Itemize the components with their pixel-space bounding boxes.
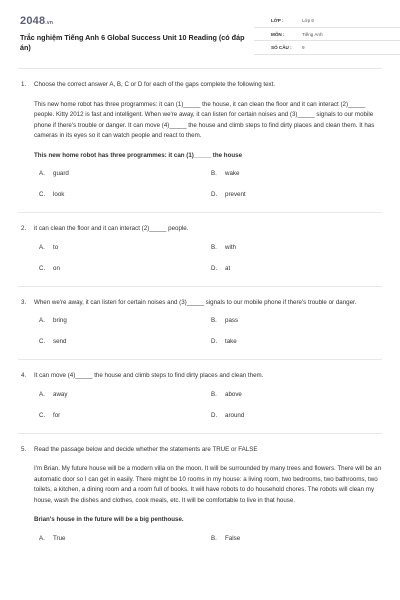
answer-options (18, 390, 382, 430)
option-d[interactable] (211, 411, 244, 422)
question-number: 4. (21, 372, 27, 379)
instruction-text: Read the passage below and decide whether the statements are TRUE or FALSE (34, 445, 258, 453)
option-letter: A. (39, 170, 45, 177)
question-divider (18, 359, 382, 360)
instruction-text: Choose the correct answer A, B, C or D for each of the gaps complete the following text. (34, 81, 276, 88)
question-stem: Brian's house in the future will be a big penthouse. (34, 516, 184, 523)
option-letter: B. (211, 534, 217, 542)
meta-row-class (254, 14, 400, 28)
option-letter: D. (211, 191, 218, 198)
option-letter: D. (211, 411, 218, 419)
answer-options (18, 316, 382, 356)
option-text: prevent (225, 191, 246, 198)
answer-options (18, 534, 382, 574)
meta-value: Tiếng Anh (302, 31, 323, 37)
question-list (18, 80, 382, 574)
question-instruction (18, 80, 382, 91)
question-divider (18, 212, 382, 213)
option-text: False (225, 534, 241, 542)
logo-suffix: .vn (45, 20, 54, 26)
option-letter: A. (39, 534, 45, 542)
option-d[interactable] (211, 264, 230, 275)
option-letter: B. (211, 243, 217, 251)
meta-row-count (254, 41, 400, 55)
question-number: 1. (21, 81, 27, 88)
option-text: at (225, 264, 231, 272)
worksheet-header (18, 0, 382, 64)
option-letter: C. (39, 338, 46, 345)
option-b[interactable] (211, 390, 242, 401)
option-a[interactable] (39, 316, 67, 327)
option-letter: B. (211, 170, 217, 177)
option-letter: C. (39, 191, 46, 198)
question-stem: It can move (4)_____ the house and climb steps to find dirty places and clean them. (34, 372, 264, 379)
option-c[interactable] (39, 411, 60, 422)
option-text: with (225, 243, 237, 251)
option-text: True (53, 534, 66, 542)
option-text: above (225, 390, 242, 398)
question-divider (18, 286, 382, 287)
question-divider (18, 433, 382, 434)
option-a[interactable] (39, 390, 67, 401)
option-letter: D. (211, 264, 218, 272)
option-letter: C. (39, 264, 46, 272)
option-text: for (53, 411, 61, 419)
question-number: 2. (21, 225, 27, 232)
reading-passage: I'm Brian. My future house will be a modern villa on the moon. It will be surrounded by many trees and flowers. There will be an automatic door so I can get in easily. There might be 10 rooms in my house: a living room, two bedrooms, two bathrooms, two toilets, a kitchen, a dining room and a room full of books. It will have robots to do household chores. The robots will clean my house, wash the dishes and clothes, cook meals, etc. It will be comfortable to live in that house. (34, 465, 382, 504)
option-text: take (225, 338, 237, 345)
option-text: away (53, 390, 68, 398)
question-stem: When we're away, it can listen for certain noises and (3)_____ signals to our mobile phone if there's trouble or danger. (34, 298, 357, 306)
question-item (18, 224, 382, 235)
reading-passage: This new home robot has three programmes: it can (1)_____ the house, it can clean the floor and it can interact (2)_____ people. Kitty 2012 is fast and intelligent. When we're away, it can listen for certain noises and (3)_____ signals to our mobile phone if there's trouble or danger. It can move (4)_____ the house and climb steps to find dirty places and clean them. It has cameras in its eyes so it can watch people and react to them. (34, 100, 375, 139)
question-item (18, 298, 382, 309)
option-letter: A. (39, 317, 45, 324)
option-letter: D. (211, 338, 218, 345)
question-instruction (18, 445, 382, 456)
header-divider (18, 68, 382, 69)
option-b[interactable] (211, 316, 238, 327)
option-text: pass (225, 317, 239, 324)
option-c[interactable] (39, 190, 64, 201)
option-c[interactable] (39, 337, 66, 348)
option-d[interactable] (211, 337, 237, 348)
option-letter: A. (39, 243, 45, 251)
option-c[interactable] (39, 264, 60, 275)
meta-table (254, 14, 400, 55)
option-d[interactable] (211, 190, 246, 201)
option-text: on (53, 264, 60, 272)
option-text: send (53, 338, 67, 345)
option-text: guard (53, 170, 69, 177)
question-number: 5. (21, 445, 27, 453)
option-letter: C. (39, 411, 46, 419)
option-text: bring (53, 317, 67, 324)
page-title: Trắc nghiệm Tiếng Anh 6 Global Success Unit 10 Reading (có đáp án) (20, 33, 245, 52)
option-text: look (53, 191, 65, 198)
question-number: 3. (21, 298, 27, 306)
option-a[interactable] (39, 534, 66, 545)
answer-options (18, 243, 382, 283)
question-item (18, 371, 382, 382)
question-stem: it can clean the floor and it can interact (2)_____ people. (34, 225, 189, 232)
option-a[interactable] (39, 169, 69, 180)
option-letter: A. (39, 390, 45, 398)
option-text: wake (225, 170, 240, 177)
option-text: around (225, 411, 245, 419)
meta-key: MÔN : (271, 31, 285, 37)
meta-key: SỐ CÂU : (271, 45, 292, 50)
option-b[interactable] (211, 534, 240, 545)
option-b[interactable] (211, 243, 236, 254)
option-letter: B. (211, 390, 217, 398)
option-text: to (53, 243, 59, 251)
question-stem: This new home robot has three programmes: it can (1)_____ the house (34, 151, 243, 159)
meta-value: 9 (302, 45, 305, 50)
option-a[interactable] (39, 243, 58, 254)
meta-key: LỚP : (271, 18, 284, 23)
option-b[interactable] (211, 169, 239, 180)
meta-row-subject (254, 28, 400, 42)
meta-value: Lớp 6 (302, 18, 314, 23)
answer-options (18, 169, 382, 209)
logo-text: 2048 (20, 15, 46, 27)
option-letter: B. (211, 317, 217, 324)
site-logo[interactable] (20, 15, 53, 27)
